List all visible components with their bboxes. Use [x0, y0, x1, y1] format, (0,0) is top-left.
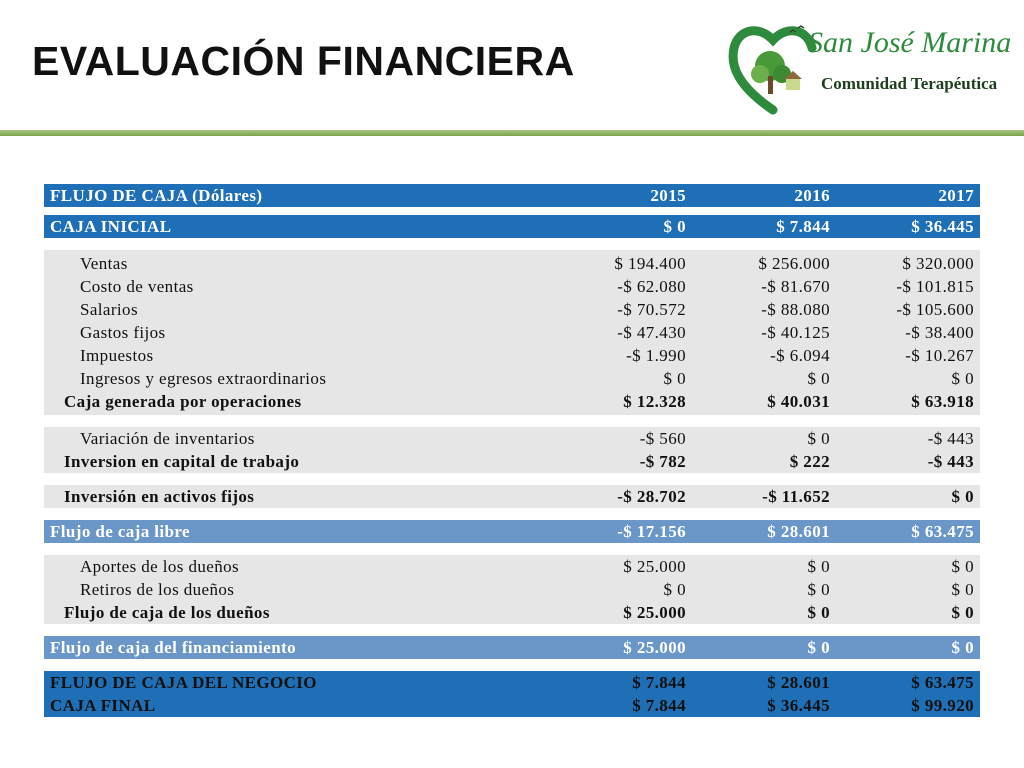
- row-label: Flujo de caja libre: [50, 521, 190, 541]
- value-2016: $ 0: [807, 579, 830, 599]
- value-2017: $ 63.918: [911, 391, 974, 411]
- value-2016: $ 0: [807, 637, 830, 657]
- value-2015: $ 7.844: [632, 695, 686, 715]
- value-2016: $ 0: [807, 556, 830, 576]
- row-label: Aportes de los dueños: [80, 556, 240, 576]
- value-2015: -$ 782: [639, 451, 686, 471]
- flujo-negocio-row: [44, 671, 980, 694]
- year-2016-header: 2016: [794, 185, 830, 205]
- value-2016: -$ 6.094: [770, 345, 830, 365]
- table-row: [44, 555, 980, 578]
- flujo-financiamiento-row: [44, 636, 980, 659]
- caja-operaciones-row: [44, 390, 980, 413]
- value-2015: -$ 1.990: [626, 345, 686, 365]
- table-header-row: [44, 184, 980, 207]
- row-label: Caja generada por operaciones: [64, 391, 302, 411]
- flujo-libre-row: [44, 520, 980, 543]
- value-2017: $ 0: [951, 602, 974, 622]
- value-2015: $ 194.400: [614, 253, 686, 273]
- value-2016: -$ 40.125: [761, 322, 830, 342]
- row-label: FLUJO DE CAJA DEL NEGOCIO: [50, 672, 317, 692]
- value-2016: $ 7.844: [776, 216, 830, 236]
- value-2017: $ 36.445: [911, 216, 974, 236]
- value-2015: $ 25.000: [623, 556, 686, 576]
- value-2015: $ 25.000: [623, 602, 686, 622]
- logo: [728, 18, 1018, 118]
- value-2016: $ 28.601: [767, 672, 830, 692]
- value-2015: $ 12.328: [623, 391, 686, 411]
- value-2015: -$ 47.430: [617, 322, 686, 342]
- value-2017: $ 0: [951, 579, 974, 599]
- value-2015: -$ 62.080: [617, 276, 686, 296]
- value-2016: $ 222: [789, 451, 830, 471]
- value-2017: $ 0: [951, 637, 974, 657]
- row-label: Impuestos: [80, 345, 154, 365]
- year-2017-header: 2017: [938, 185, 974, 205]
- value-2017: $ 0: [951, 368, 974, 388]
- row-label: CAJA INICIAL: [50, 216, 172, 236]
- value-2015: -$ 70.572: [617, 299, 686, 319]
- row-label: Gastos fijos: [80, 322, 166, 342]
- working-capital-block: [44, 427, 980, 473]
- row-label: Salarios: [80, 299, 138, 319]
- row-label: Ingresos y egresos extraordinarios: [80, 368, 327, 388]
- value-2017: $ 63.475: [911, 521, 974, 541]
- value-2016: -$ 88.080: [761, 299, 830, 319]
- value-2016: $ 0: [807, 602, 830, 622]
- row-label: Flujo de caja de los dueños: [64, 602, 270, 622]
- table-row: [44, 275, 980, 298]
- value-2017: -$ 38.400: [905, 322, 974, 342]
- caja-final-row: [44, 694, 980, 717]
- value-2016: $ 0: [807, 368, 830, 388]
- value-2016: -$ 81.670: [761, 276, 830, 296]
- value-2017: -$ 10.267: [905, 345, 974, 365]
- owners-block: [44, 555, 980, 624]
- fixed-assets-block: [44, 485, 980, 508]
- value-2015: -$ 28.702: [617, 486, 686, 506]
- heart-tree-logo-icon: [728, 18, 818, 118]
- value-2017: $ 63.475: [911, 672, 974, 692]
- table-row: [44, 367, 980, 390]
- value-2017: $ 0: [951, 556, 974, 576]
- value-2015: $ 25.000: [623, 637, 686, 657]
- cash-flow-table: [44, 184, 980, 717]
- value-2017: -$ 105.600: [896, 299, 974, 319]
- value-2016: -$ 11.652: [762, 486, 830, 506]
- logo-name: San José Marina: [808, 26, 1012, 59]
- row-label: Retiros de los dueños: [80, 579, 235, 599]
- value-2016: $ 0: [807, 428, 830, 448]
- logo-subtitle: Comunidad Terapéutica: [821, 74, 998, 93]
- table-row: [44, 344, 980, 367]
- table-row: [44, 252, 980, 275]
- row-label: Costo de ventas: [80, 276, 194, 296]
- value-2015: -$ 560: [639, 428, 686, 448]
- value-2017: $ 0: [951, 486, 974, 506]
- activos-fijos-row: [44, 485, 980, 508]
- value-2016: $ 28.601: [767, 521, 830, 541]
- table-row: [44, 578, 980, 601]
- operations-block: [44, 250, 980, 415]
- row-label: Ventas: [80, 253, 128, 273]
- value-2015: $ 0: [663, 579, 686, 599]
- header-divider: [0, 130, 1024, 136]
- table-row: [44, 298, 980, 321]
- year-2015-header: 2015: [650, 185, 686, 205]
- value-2016: $ 36.445: [767, 695, 830, 715]
- value-2017: $ 99.920: [911, 695, 974, 715]
- value-2017: -$ 101.815: [896, 276, 974, 296]
- slide-title: EVALUACIÓN FINANCIERA: [32, 38, 575, 84]
- row-label: Flujo de caja del financiamiento: [50, 637, 297, 657]
- value-2017: -$ 443: [927, 428, 974, 448]
- row-label: CAJA FINAL: [50, 695, 156, 715]
- table-row: [44, 427, 980, 450]
- value-2015: $ 0: [663, 216, 686, 236]
- row-label: Inversión en activos fijos: [64, 486, 255, 506]
- value-2017: -$ 443: [927, 451, 974, 471]
- flujo-duenos-row: [44, 601, 980, 624]
- summary-block: [44, 671, 980, 717]
- row-label: Variación de inventarios: [80, 428, 255, 448]
- value-2016: $ 40.031: [767, 391, 830, 411]
- value-2015: $ 7.844: [632, 672, 686, 692]
- table-header-label: FLUJO DE CAJA (Dólares): [50, 185, 263, 205]
- value-2015: $ 0: [663, 368, 686, 388]
- row-label: Inversion en capital de trabajo: [64, 451, 300, 471]
- value-2016: $ 256.000: [758, 253, 830, 273]
- capital-trabajo-row: [44, 450, 980, 473]
- value-2017: $ 320.000: [902, 253, 974, 273]
- value-2015: -$ 17.156: [617, 521, 686, 541]
- caja-inicial-row: [44, 215, 980, 238]
- table-row: [44, 321, 980, 344]
